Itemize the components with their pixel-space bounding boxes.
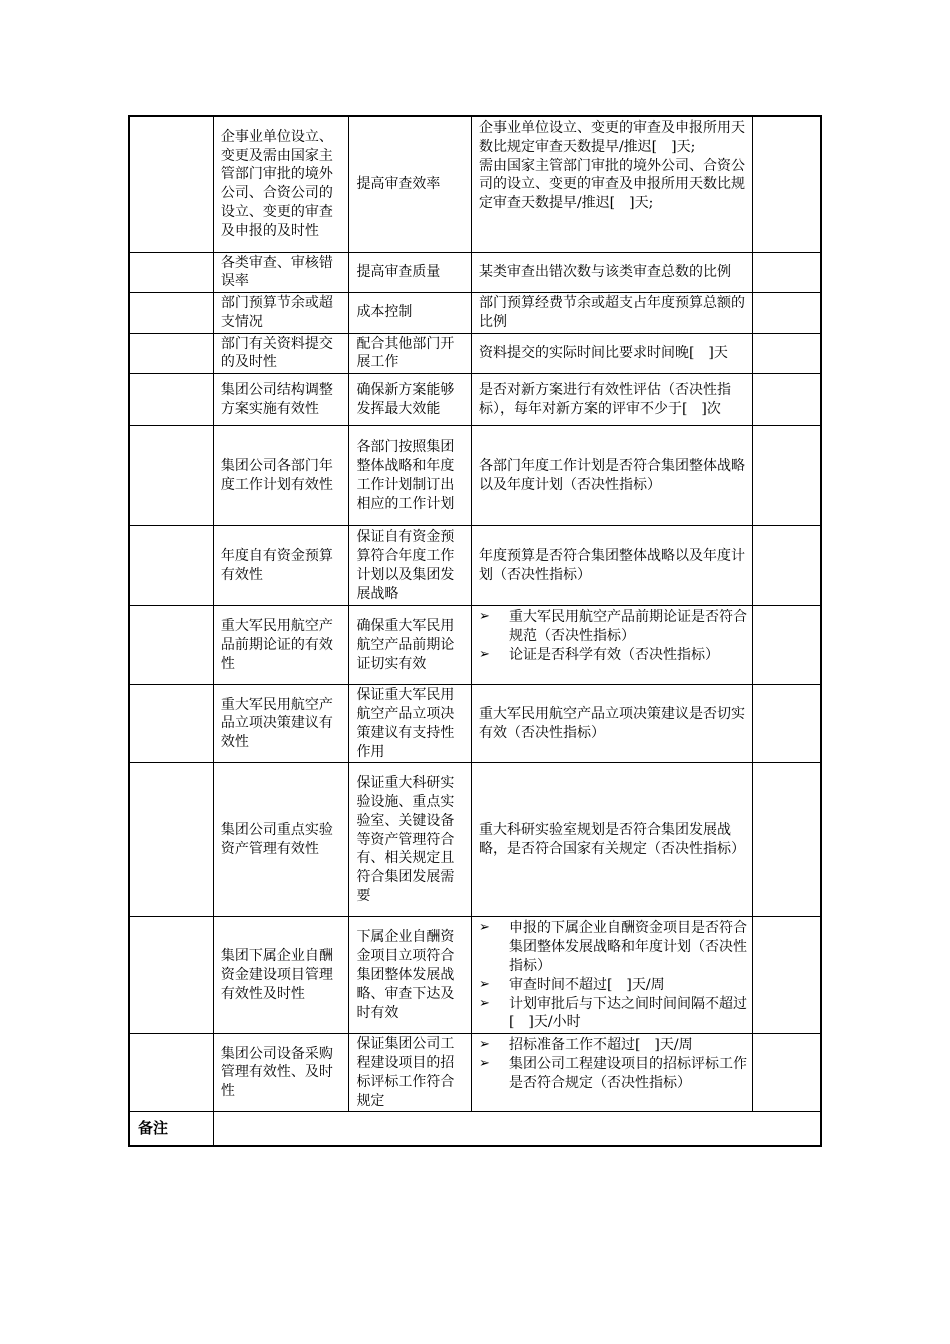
score-cell [753, 917, 821, 1034]
table-row [129, 526, 821, 606]
goal-cell: 保证重大军民用航空产品立项决策建议有支持性作用 [349, 685, 472, 763]
remarks-value [213, 1112, 821, 1146]
table-row [129, 293, 821, 334]
category-cell [129, 606, 213, 685]
remarks-label: 备注 [129, 1112, 213, 1146]
goal-cell: 成本控制 [349, 293, 472, 334]
description-cell: 各部门年度工作计划是否符合集团整体战略以及年度计划（否决性指标） [471, 426, 752, 526]
goal-cell: 保证重大科研实验设施、重点实验室、关键设备等资产管理符合有、相关规定且符合集团发展需要 [349, 763, 472, 917]
table-row [129, 333, 821, 374]
category-cell [129, 293, 213, 334]
table-row [129, 426, 821, 526]
table-row [129, 252, 821, 293]
bullet-text: 招标准备工作不超过[ ]天/周 [508, 1037, 693, 1054]
indicator-cell: 重大军民用航空产品立项决策建议有效性 [213, 685, 349, 763]
goal-cell: 保证自有资金预算符合年度工作计划以及集团发展战略 [349, 526, 472, 606]
arrowhead-bullet-icon: ➢ [478, 920, 490, 936]
description-line: 企事业单位设立、变更的审查及申报所用天数比规定审查天数提早/推迟[ ]天; [478, 120, 745, 155]
bullet-text: 审查时间不超过[ ]天/周 [508, 976, 665, 993]
bullet-item [479, 919, 748, 975]
score-cell [753, 526, 821, 606]
table-row [129, 606, 821, 685]
description-cell: 年度预算是否符合集团整体战略以及年度计划（否决性指标） [471, 526, 752, 606]
kpi-table-body [129, 116, 821, 1146]
category-cell [129, 917, 213, 1034]
arrowhead-bullet-icon: ➢ [478, 1056, 490, 1072]
indicator-cell: 集团公司设备采购管理有效性、及时性 [213, 1034, 349, 1112]
arrowhead-bullet-icon: ➢ [478, 976, 490, 992]
score-cell [753, 1034, 821, 1112]
description-cell: 重大军民用航空产品立项决策建议是否切实有效（否决性指标） [471, 685, 752, 763]
description-cell: 某类审查出错次数与该类审查总数的比例 [471, 252, 752, 293]
description-cell: 是否对新方案进行有效性评估（否决性指标），每年对新方案的评审不少于[ ]次 [471, 374, 752, 426]
category-cell [129, 116, 213, 252]
goal-cell: 确保重大军民用航空产品前期论证切实有效 [349, 606, 472, 685]
category-cell [129, 1034, 213, 1112]
table-row [129, 685, 821, 763]
description-line: 需由国家主管部门审批的境外公司、合资公司的设立、变更的审查及申报所用天数比规定审查天数提早/推迟[ ]天; [478, 157, 745, 212]
arrowhead-bullet-icon: ➢ [478, 609, 490, 625]
category-cell [129, 252, 213, 293]
indicator-cell: 集团公司结构调整方案实施有效性 [213, 374, 349, 426]
category-cell [129, 333, 213, 374]
description-cell [471, 1034, 752, 1112]
score-cell [753, 426, 821, 526]
description-cell: 重大科研实验室规划是否符合集团发展战略，是否符合国家有关规定（否决性指标） [471, 763, 752, 917]
score-cell [753, 252, 821, 293]
indicator-cell: 集团公司重点实验资产管理有效性 [213, 763, 349, 917]
description-cell: 资料提交的实际时间比要求时间晚[ ]天 [471, 333, 752, 374]
kpi-table [128, 115, 822, 1147]
arrowhead-bullet-icon: ➢ [478, 646, 490, 662]
goal-cell: 提高审查效率 [349, 116, 472, 252]
score-cell [753, 293, 821, 334]
goal-cell: 各部门按照集团整体战略和年度工作计划制订出相应的工作计划 [349, 426, 472, 526]
description-cell [471, 917, 752, 1034]
bullet-text: 论证是否科学有效（否决性指标） [508, 646, 719, 663]
table-row [129, 116, 821, 252]
goal-cell: 确保新方案能够发挥最大效能 [349, 374, 472, 426]
description-cell [471, 606, 752, 685]
indicator-cell: 重大军民用航空产品前期论证的有效性 [213, 606, 349, 685]
category-cell [129, 426, 213, 526]
bullet-text: 申报的下属企业自酬资金项目是否符合集团整体发展战略和年度计划（否决性指标） [508, 920, 747, 975]
table-row [129, 374, 821, 426]
table-row [129, 763, 821, 917]
bullet-item [479, 608, 748, 646]
score-cell [753, 116, 821, 252]
arrowhead-bullet-icon: ➢ [478, 1037, 490, 1053]
bullet-text: 计划审批后与下达之间时间间隔不超过[ ]天/小时 [508, 995, 747, 1031]
bullet-item [479, 646, 748, 665]
bullet-item [479, 976, 748, 995]
goal-cell: 下属企业自酬资金项目立项符合集团整体发展战略、审查下达及时有效 [349, 917, 472, 1034]
bullet-text: 集团公司工程建设项目的招标评标工作是否符合规定（否决性指标） [508, 1056, 747, 1091]
indicator-cell: 部门预算节余或超支情况 [213, 293, 349, 334]
table-row [129, 917, 821, 1034]
category-cell [129, 763, 213, 917]
goal-cell: 配合其他部门开展工作 [349, 333, 472, 374]
category-cell [129, 685, 213, 763]
bullet-item [479, 1055, 748, 1093]
score-cell [753, 374, 821, 426]
goal-cell: 提高审查质量 [349, 252, 472, 293]
description-cell: 部门预算经费节余或超支占年度预算总额的比例 [471, 293, 752, 334]
indicator-cell: 各类审查、审核错误率 [213, 252, 349, 293]
bullet-item [479, 1036, 748, 1055]
score-cell [753, 333, 821, 374]
description-cell [471, 116, 752, 252]
remarks-row [129, 1112, 821, 1146]
table-row [129, 1034, 821, 1112]
category-cell [129, 526, 213, 606]
goal-cell: 保证集团公司工程建设项目的招标评标工作符合规定 [349, 1034, 472, 1112]
indicator-cell: 部门有关资料提交的及时性 [213, 333, 349, 374]
indicator-cell: 集团下属企业自酬资金建设项目管理有效性及时性 [213, 917, 349, 1034]
indicator-cell: 年度自有资金预算有效性 [213, 526, 349, 606]
indicator-cell: 集团公司各部门年度工作计划有效性 [213, 426, 349, 526]
arrowhead-bullet-icon: ➢ [478, 995, 490, 1011]
score-cell [753, 685, 821, 763]
bullet-item [479, 995, 748, 1033]
category-cell [129, 374, 213, 426]
indicator-cell: 企事业单位设立、变更及需由国家主管部门审批的境外公司、合资公司的设立、变更的审查及申报的及时性 [213, 116, 349, 252]
score-cell [753, 606, 821, 685]
bullet-text: 重大军民用航空产品前期论证是否符合规范（否决性指标） [508, 609, 747, 645]
score-cell [753, 763, 821, 917]
